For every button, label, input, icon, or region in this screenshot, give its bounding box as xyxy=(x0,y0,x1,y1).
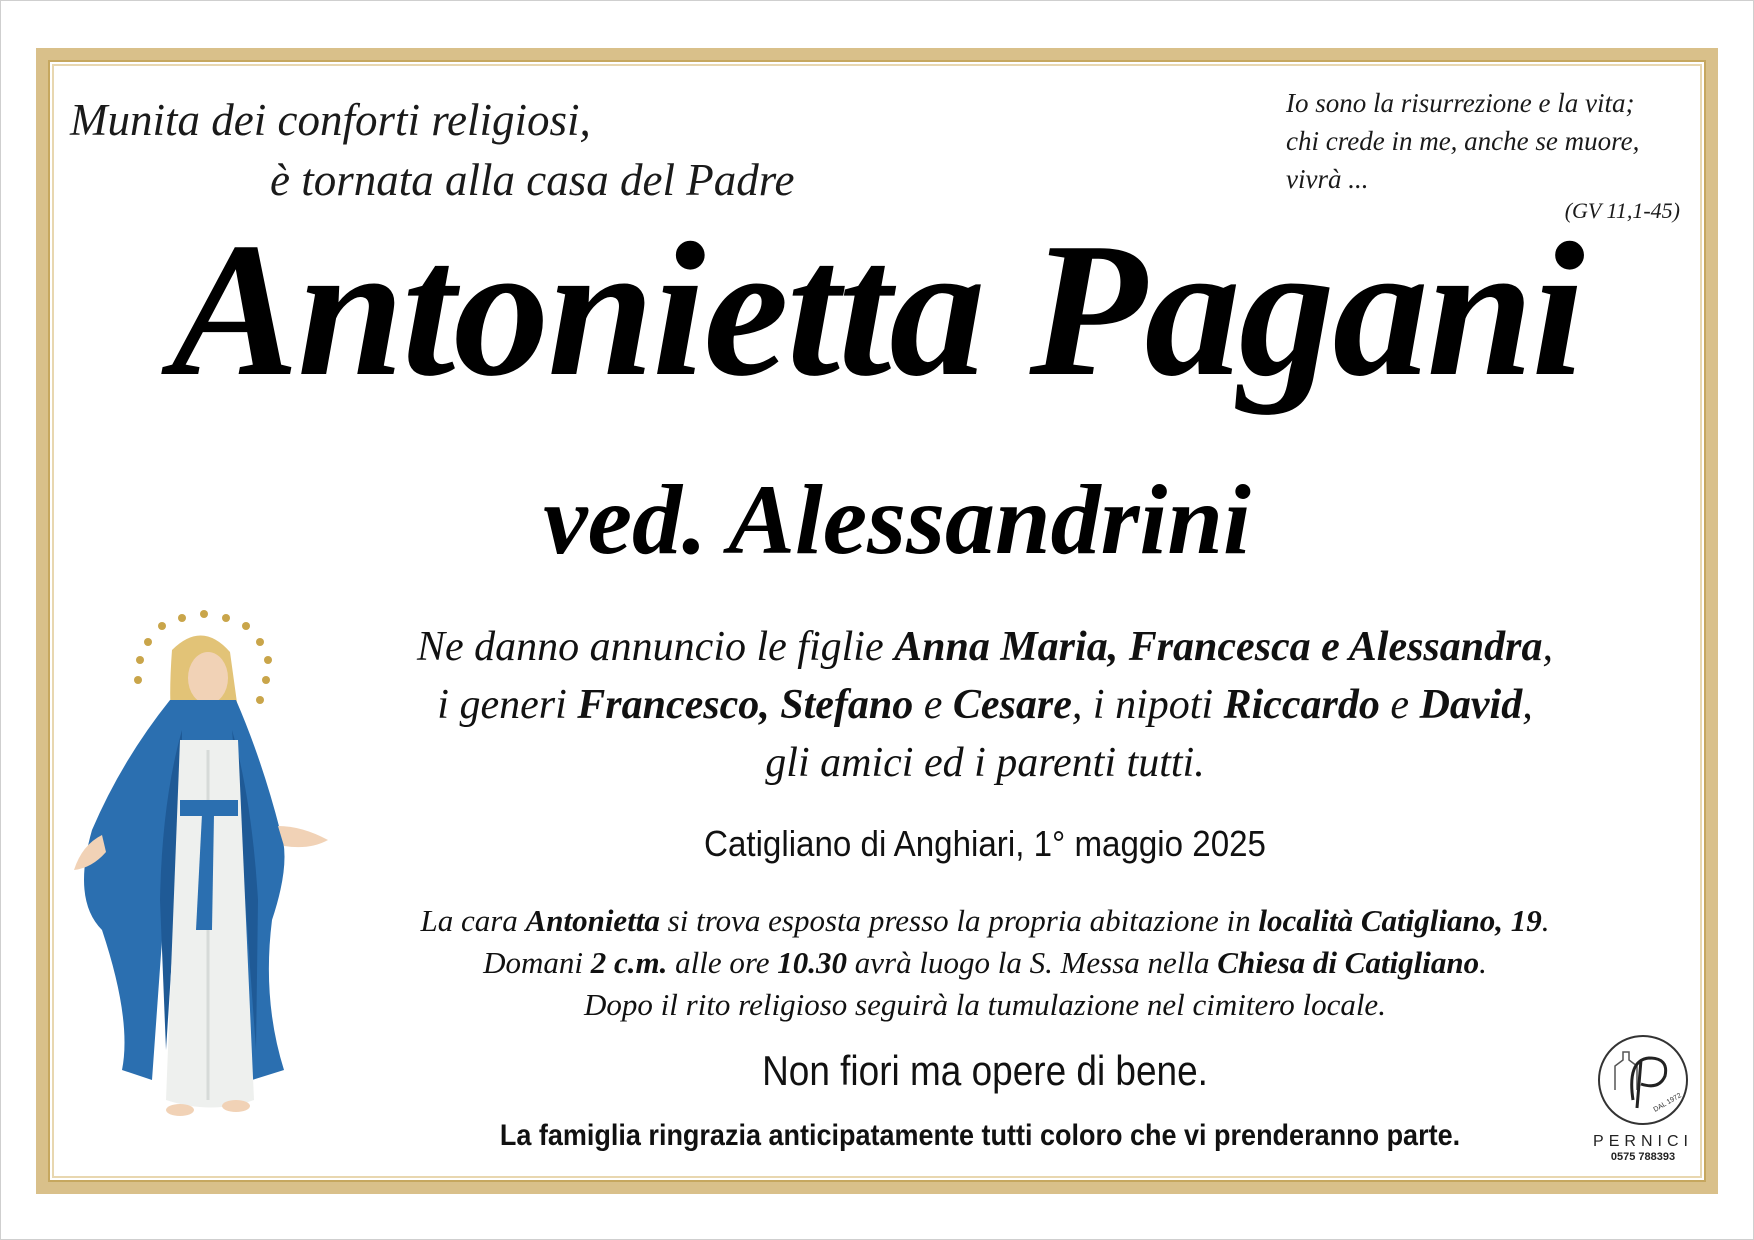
details-text: La cara xyxy=(420,903,526,938)
place-date: Catigliano di Anghiari, 1° maggio 2025 xyxy=(704,823,1266,864)
intro-line-2: è tornata alla casa del Padre xyxy=(270,155,795,205)
first-name: Antonietta xyxy=(525,903,660,938)
details-line-2 xyxy=(320,942,1650,984)
scripture-quote xyxy=(1286,84,1686,198)
location: località Catigliano, 19 xyxy=(1258,903,1542,938)
announcement xyxy=(320,618,1650,792)
announcement-text: , i nipoti xyxy=(1071,682,1224,728)
church-name: Chiesa di Catigliano xyxy=(1217,945,1480,980)
logo-name: PERNICI xyxy=(1593,1133,1693,1150)
details-text: si trova esposta presso la propria abitazione in xyxy=(659,903,1259,938)
details-text: alle ore xyxy=(667,945,778,980)
announcement-text: i generi xyxy=(437,682,578,728)
daughters-names: Anna Maria, Francesca e Alessandra xyxy=(894,624,1543,670)
grandchild-name: Riccardo xyxy=(1223,682,1380,728)
pernici-monogram-logo-icon xyxy=(1593,1030,1693,1130)
mass-date: 2 c.m. xyxy=(590,945,668,980)
details-text: . xyxy=(1479,945,1487,980)
announcement-line-1 xyxy=(320,618,1650,676)
funeral-details xyxy=(320,900,1650,1026)
details-text: avrà luogo la S. Messa nella xyxy=(847,945,1218,980)
deceased-name: Antonietta Pagani xyxy=(171,203,1583,416)
quote-line-2: chi crede in me, anche se muore, xyxy=(1286,126,1640,156)
sons-in-law-names: Francesco, Stefano xyxy=(577,682,914,728)
son-in-law-name: Cesare xyxy=(952,682,1072,728)
thanks-note: La famiglia ringrazia anticipatamente tutti coloro che vi prenderanno parte. xyxy=(499,1119,1461,1152)
announcement-text: e xyxy=(913,682,953,728)
quote-line-3: vivrà ... xyxy=(1286,164,1369,194)
logo-phone: 0575 788393 xyxy=(1610,1151,1676,1163)
announcement-text: Ne danno annuncio le figlie xyxy=(417,624,895,670)
announcement-text: e xyxy=(1379,682,1420,728)
announcement-line-2 xyxy=(320,676,1650,734)
announcement-text: , xyxy=(1522,682,1533,728)
details-text: . xyxy=(1541,903,1550,938)
quote-line-1: Io sono la risurrezione e la vita; xyxy=(1286,88,1635,118)
details-line-3: Dopo il rito religioso seguirà la tumulazione nel cimitero locale. xyxy=(584,987,1386,1022)
grandchild-name: David xyxy=(1419,682,1523,728)
intro-text xyxy=(70,90,795,210)
announcement-line-3: gli amici ed i parenti tutti. xyxy=(765,740,1205,786)
widow-of: ved. Alessandrini xyxy=(543,464,1251,575)
intro-line-1: Munita dei conforti religiosi, xyxy=(70,95,591,145)
virgin-mary-illustration-icon xyxy=(62,600,342,1160)
details-text: Domani xyxy=(483,945,591,980)
quote-reference: (GV 11,1-45) xyxy=(1564,198,1680,223)
details-line-1 xyxy=(320,900,1650,942)
pernici-logo xyxy=(1580,1030,1706,1170)
logo-since: DAL 1972 xyxy=(1652,1092,1683,1114)
mass-time: 10.30 xyxy=(777,945,848,980)
no-flowers-note: Non fiori ma opere di bene. xyxy=(762,1047,1208,1094)
announcement-text: , xyxy=(1542,624,1553,670)
